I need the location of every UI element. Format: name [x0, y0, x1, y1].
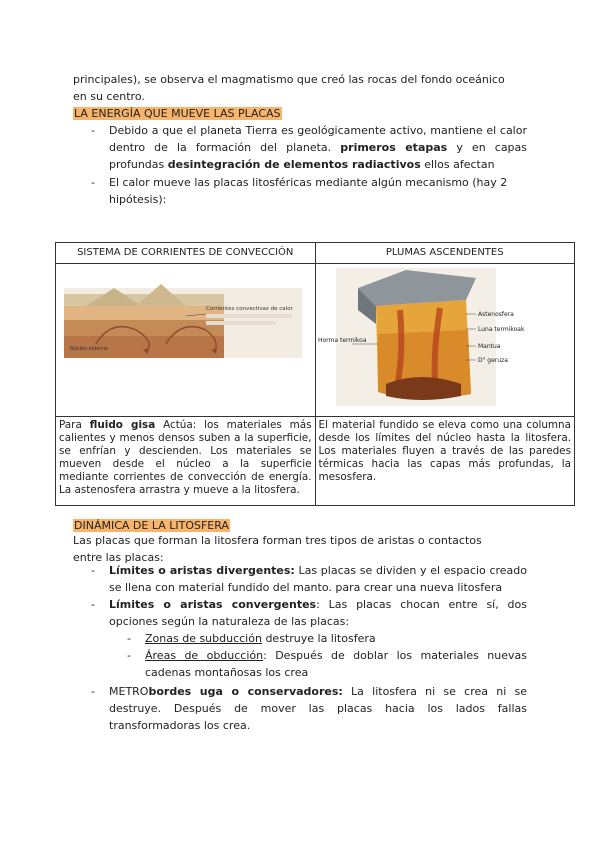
bullet-dash: - — [91, 685, 95, 698]
heading-highlight: DINÁMICA DE LA LITOSFERA — [74, 519, 229, 532]
diagram-label-convection: Corrientes convectivas de calor — [206, 306, 293, 312]
table-header-convection: SISTEMA DE CORRIENTES DE CONVECCIÓN — [56, 243, 316, 264]
underlined-text: Áreas de obducción — [145, 649, 264, 662]
energy-bullet-1 — [109, 122, 527, 173]
heading-highlight: LA ENERGÍA QUE MUEVE LAS PLACAS — [74, 107, 281, 120]
convection-image-cell — [56, 264, 316, 417]
plumes-description: El material fundido se eleva como una columna desde los límites del núcleo hasta la litosfera. Los materiales fluyen a través de las paredes térmicas hacia las capas más profundas, la mesosfera. — [318, 419, 571, 483]
hypotheses-table — [55, 242, 575, 506]
bold-text: primeros etapas — [340, 141, 448, 154]
intro-line-2: en su centro. — [73, 90, 145, 103]
intro-line-1: principales), se observa el magmatismo que creó las rocas del fondo oceánico — [73, 73, 505, 86]
text: destruye la litosfera — [261, 632, 376, 645]
bold-text: desintegración de elementos radiactivos — [167, 158, 421, 171]
bold-text: fluido gisa — [89, 419, 156, 431]
diagram-label-1: Luna termikoak — [477, 326, 524, 333]
dynamics-subitem-obduction — [145, 647, 527, 681]
text: Para — [59, 419, 90, 431]
energy-bullet-2: El calor mueve las placas litosféricas mediante algún mecanismo (hay 2 hipótesis): — [109, 176, 508, 206]
diagram-label-3: D" geruza — [477, 357, 508, 364]
convection-diagram — [56, 264, 314, 412]
bullet-dash: - — [91, 124, 95, 137]
diagram-label-0: Astenosfera — [477, 311, 514, 318]
bullet-dash: - — [91, 564, 95, 577]
text: : Las placas chocan entre sí, dos opciones según la naturaleza de las placas: — [109, 598, 527, 628]
text: ellos afectan — [420, 158, 495, 171]
text: Las placas se dividen y el espacio creado se llena con material fundido del manto. para crear una nueva litosfera — [109, 564, 527, 594]
sub-bullet-dash: - — [127, 649, 131, 662]
plumes-description-cell — [315, 417, 575, 506]
dynamics-item-transform — [109, 683, 527, 734]
bold-text: bordes uga o conservadores: — [148, 685, 343, 698]
text: METRO — [109, 685, 149, 698]
dynamics-intro: Las placas que forman la litosfera forman tres tipos de aristas o contactos entre las placas: — [73, 534, 482, 564]
text: Actúa: los materiales más calientes y menos densos suben a la superficie, se enfrían y descienden. Los materiales se mueven desde el núcleo a la superficie mediante corrientes de convección de energía. La astenosfera arrastra y mueve a la litosfera. — [59, 419, 312, 496]
table-header-plumes: PLUMAS ASCENDENTES — [315, 243, 575, 264]
text: La litosfera ni se crea ni se destruye. Después de mover las placas hacia los lados fallas transformadoras los crea. — [109, 685, 527, 732]
dynamics-item-divergent — [109, 562, 527, 596]
plumes-diagram — [316, 264, 574, 412]
dynamics-item-convergent — [109, 596, 527, 630]
bold-text: Límites o aristas divergentes: — [109, 564, 295, 577]
underlined-text: Zonas de subducción — [145, 632, 262, 645]
convection-description — [56, 417, 315, 499]
plumes-image-cell — [315, 264, 575, 417]
convection-description-cell — [56, 417, 316, 506]
dynamics-subitem-subduction — [145, 630, 527, 647]
text: : Después de doblar los materiales nuevas cadenas montañosas los crea — [145, 649, 527, 679]
text: Debido a que el planeta Tierra es geológicamente activo, mantiene el calor dentro de la formación del planeta. — [109, 124, 527, 154]
section-heading-energy — [73, 105, 282, 122]
bold-text: Límites o aristas convergentes — [109, 598, 317, 611]
text: y en capas profundas — [109, 141, 528, 171]
diagram-label-4: Horma termikoa — [317, 337, 366, 344]
diagram-label-2: Mantua — [477, 343, 500, 350]
diagram-label-core: Núcleo externo — [70, 346, 108, 352]
sub-bullet-dash: - — [127, 632, 131, 645]
bullet-dash: - — [91, 598, 95, 611]
bullet-dash: - — [91, 176, 95, 189]
